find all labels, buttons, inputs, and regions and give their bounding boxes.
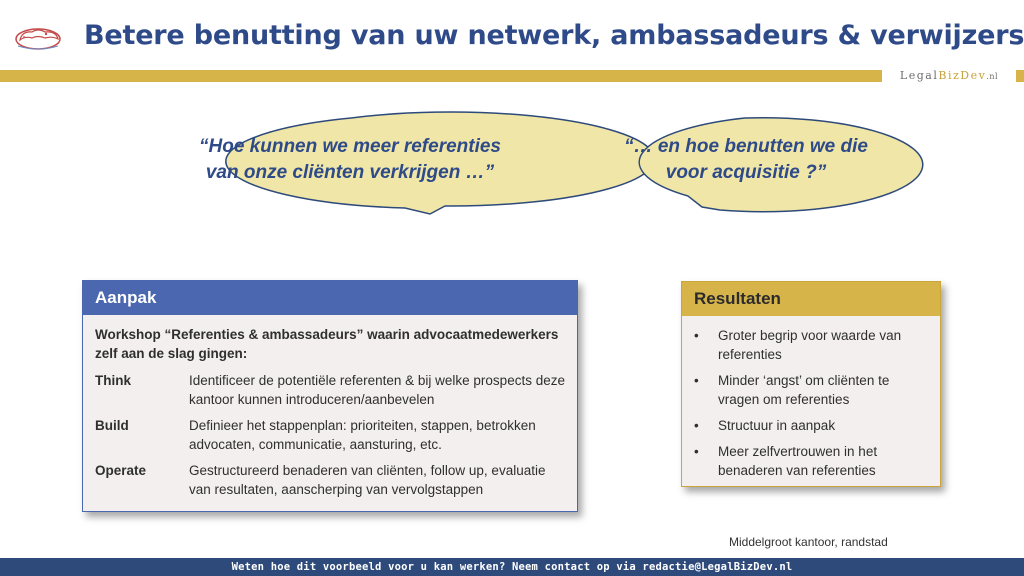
resultaten-title: Resultaten xyxy=(682,282,940,316)
aanpak-box xyxy=(82,280,578,512)
list-item xyxy=(692,442,932,480)
row-text: Gestructureerd benaderen van cliënten, follow up, evaluatie van resultaten, aanscherping van vervolgstappen xyxy=(189,463,546,497)
row-label: Think xyxy=(95,373,131,388)
list-item-text: Meer zelfvertrouwen in het benaderen van referenties xyxy=(718,444,878,478)
aanpak-row xyxy=(95,371,565,409)
bubble-line: voor acquisitie ?” xyxy=(665,162,827,183)
bullet-icon: • xyxy=(694,328,699,343)
row-label: Operate xyxy=(95,463,147,478)
list-item-text: Minder ‘angst’ om cliënten te vragen om referenties xyxy=(718,373,890,407)
brand-logo: LegalBizDev.nl xyxy=(882,68,1016,84)
bubble-quote-left xyxy=(150,134,550,186)
bubble-quote-right xyxy=(588,134,904,186)
list-item-text: Groter begrip voor waarde van referenties xyxy=(718,328,902,362)
list-item xyxy=(692,371,932,409)
list-item-text: Structuur in aanpak xyxy=(718,418,836,433)
footer-contact-bar: Weten hoe dit voorbeeld voor u kan werken? Neem contact op via redactie@LegalBizDev.nl xyxy=(0,558,1024,576)
aanpak-title: Aanpak xyxy=(83,281,577,315)
aanpak-row xyxy=(95,416,565,454)
case-caption: Middelgroot kantoor, randstad xyxy=(729,535,888,549)
resultaten-box xyxy=(681,281,941,487)
aanpak-row xyxy=(95,461,565,499)
row-label: Build xyxy=(95,418,129,433)
row-text: Definieer het stappenplan: prioriteiten, stappen, betrokken advocaten, communicatie, aansturing, etc. xyxy=(189,418,536,452)
row-text: Identificeer de potentiële referenten & bij welke prospects deze kantoor kunnen introduceren/aanbevelen xyxy=(189,373,565,407)
list-item xyxy=(692,416,932,435)
bubble-line: “… en hoe benutten we die xyxy=(624,136,868,157)
aanpak-intro: Workshop “Referenties & ambassadeurs” waarin advocaatmedewerkers zelf aan de slag gingen: xyxy=(95,327,559,361)
bubble-line: van onze cliënten verkrijgen …” xyxy=(205,162,495,183)
bullet-icon: • xyxy=(694,444,699,459)
bullet-icon: • xyxy=(694,373,699,388)
page-title: Betere benutting van uw netwerk, ambassadeurs & verwijzers xyxy=(84,20,1024,51)
bubble-line: “Hoe kunnen we meer referenties xyxy=(199,136,501,157)
bullet-icon: • xyxy=(694,418,699,433)
list-item xyxy=(692,326,932,364)
